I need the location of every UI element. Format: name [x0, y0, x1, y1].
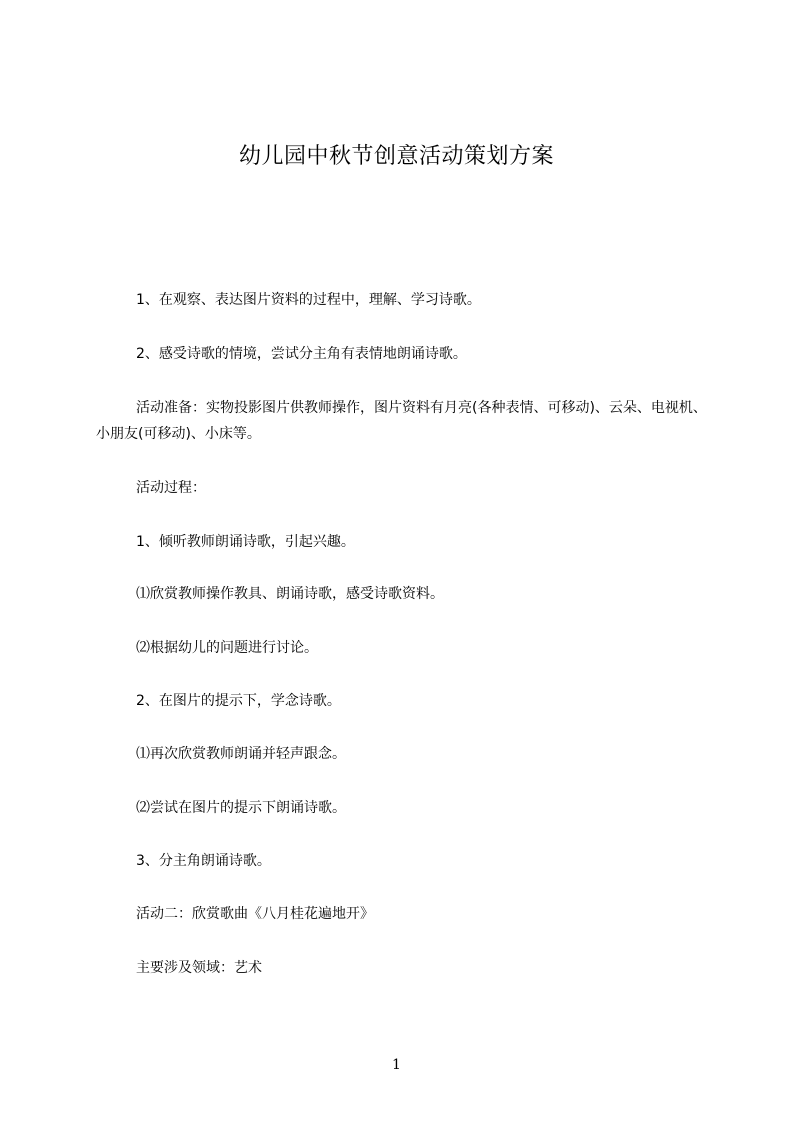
paragraph-activity-2: 活动二：欣赏歌曲《八月桂花遍地开》	[136, 906, 374, 922]
paragraph-process-heading: 活动过程：	[136, 480, 206, 496]
paragraph-step-2: 2、在图片的提示下，学念诗歌。	[136, 693, 341, 709]
paragraph-step-1-2: ⑵根据幼儿的问题进行讨论。	[136, 640, 318, 656]
paragraph-step-1-1: ⑴欣赏教师操作教具、朗诵诗歌，感受诗歌资料。	[136, 586, 444, 602]
paragraph-preparation: 活动准备：实物投影图片供教师操作，图片资料有月亮(各种表情、可移动)、云朵、电视机、小朋友(可移动)、小床等。	[96, 400, 707, 442]
paragraph-step-1: 1、倾听教师朗诵诗歌，引起兴趣。	[136, 534, 355, 550]
page-number: 1	[392, 1057, 401, 1073]
paragraph-step-2-2: ⑵尝试在图片的提示下朗诵诗歌。	[136, 800, 346, 816]
paragraph-step-3: 3、分主角朗诵诗歌。	[136, 853, 271, 869]
paragraph-step-2-1: ⑴再次欣赏教师朗诵并轻声跟念。	[136, 746, 346, 762]
paragraph-goal-1: 1、在观察、表达图片资料的过程中，理解、学习诗歌。	[136, 292, 481, 308]
paragraph-goal-2: 2、感受诗歌的情境，尝试分主角有表情地朗诵诗歌。	[136, 346, 467, 362]
document-title: 幼儿园中秋节创意活动策划方案	[238, 144, 554, 169]
paragraph-domain: 主要涉及领域：艺术	[136, 960, 262, 976]
